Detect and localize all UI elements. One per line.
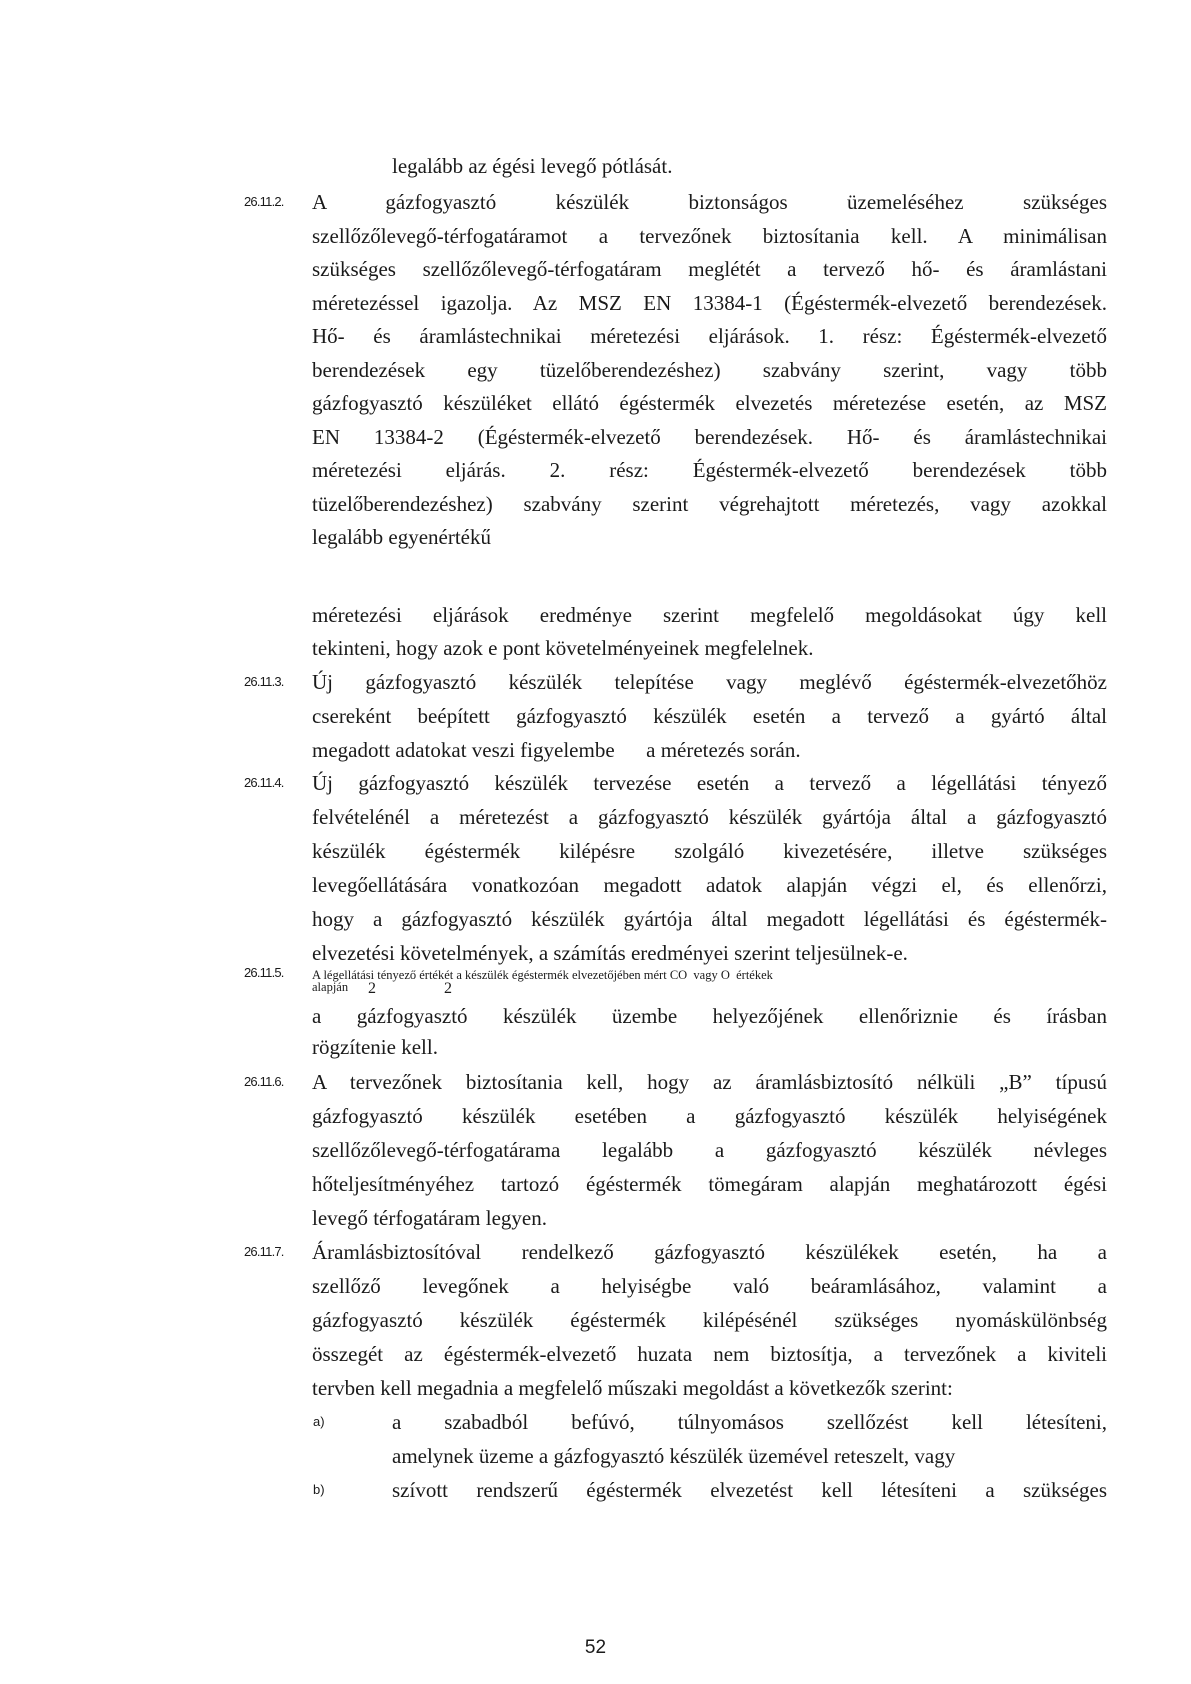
paragraph-line: A tervezőnek biztosítania kell, hogy az áramlásbiztosító nélküli „B” típusú bbox=[312, 1070, 1107, 1094]
list-item-label: b) bbox=[313, 1482, 325, 1497]
paragraph-line: szükséges szellőzőlevegő-térfogatáram meglétét a tervező hő- és áramlástani bbox=[312, 257, 1107, 281]
paragraph-line: A gázfogyasztó készülék biztonságos üzemeléséhez szükséges bbox=[312, 190, 1107, 214]
paragraph-line: készülék égéstermék kilépésre szolgáló kivezetésére, illetve szükséges bbox=[312, 839, 1107, 863]
paragraph-line: EN 13384-2 (Égéstermék-elvezető berendezések. Hő- és áramlástechnikai bbox=[312, 425, 1107, 449]
paragraph-line: legalább egyenértékű bbox=[312, 525, 491, 549]
paragraph-line: tervben kell megadnia a megfelelő műszaki megoldást a következők szerint: bbox=[312, 1376, 953, 1400]
page-number: 52 bbox=[584, 1637, 607, 1658]
list-item-line: szívott rendszerű égéstermék elvezetést kell létesíteni a szükséges bbox=[392, 1478, 1107, 1502]
paragraph-line: rögzítenie kell. bbox=[312, 1035, 438, 1059]
paragraph-line: hőteljesítményéhez tartozó égéstermék tömegáram alapján meghatározott égési bbox=[312, 1172, 1107, 1196]
section-number: 26.11.6. bbox=[244, 1074, 284, 1089]
section-number: 26.11.3. bbox=[244, 674, 284, 689]
paragraph-line: szellőzőlevegő-térfogatárama legalább a gázfogyasztó készülék névleges bbox=[312, 1138, 1107, 1162]
section-number: 26.11.5. bbox=[244, 965, 284, 980]
paragraph-line: Hő- és áramlástechnikai méretezési eljárások. 1. rész: Égéstermék-elvezető bbox=[312, 324, 1107, 348]
section-number: 26.11.7. bbox=[244, 1244, 284, 1259]
paragraph-line: hogy a gázfogyasztó készülék gyártója által megadott légellátási és égéstermék- bbox=[312, 907, 1107, 931]
list-item-line: amelynek üzeme a gázfogyasztó készülék üzemével reteszelt, vagy bbox=[392, 1444, 956, 1468]
paragraph-line: Új gázfogyasztó készülék tervezése esetén a tervező a légellátási tényező bbox=[312, 771, 1107, 795]
paragraph-line: elvezetési követelmények, a számítás eredményei szerint teljesülnek-e. bbox=[312, 941, 908, 965]
paragraph-line: tüzelőberendezéshez) szabvány szerint végrehajtott méretezés, vagy azokkal bbox=[312, 492, 1107, 516]
paragraph-line: a gázfogyasztó készülék üzembe helyezőjének ellenőriznie és írásban bbox=[312, 1004, 1107, 1028]
paragraph-line: levegőellátására vonatkozóan megadott adatok alapján végzi el, és ellenőrzi, bbox=[312, 873, 1107, 897]
paragraph-line: Új gázfogyasztó készülék telepítése vagy meglévő égéstermék-elvezetőhöz bbox=[312, 670, 1107, 694]
paragraph-line: méretezési eljárások eredménye szerint megfelelő megoldásokat úgy kell bbox=[312, 603, 1107, 627]
paragraph-line: gázfogyasztó készülék égéstermék kilépésénél szükséges nyomáskülönbség bbox=[312, 1308, 1107, 1332]
section-number: 26.11.2. bbox=[244, 194, 284, 209]
subscript: 2 bbox=[444, 980, 452, 997]
paragraph-line: berendezések egy tüzelőberendezéshez) szabvány szerint, vagy több bbox=[312, 358, 1107, 382]
small-text-line: alapján bbox=[312, 980, 349, 994]
paragraph-line: felvételénél a méretezést a gázfogyasztó készülék gyártója által a gázfogyasztó bbox=[312, 805, 1107, 829]
paragraph-line: méretezési eljárás. 2. rész: Égéstermék-elvezető berendezések több bbox=[312, 458, 1107, 482]
paragraph-line: megadott adatokat veszi figyelembe a méretezés során. bbox=[312, 738, 801, 762]
paragraph-line: méretezéssel igazolja. Az MSZ EN 13384-1 (Égéstermék-elvezető berendezések. bbox=[312, 291, 1107, 315]
paragraph-line: gázfogyasztó készülék esetében a gázfogyasztó készülék helyiségének bbox=[312, 1104, 1107, 1128]
paragraph-line: szellőzőlevegő-térfogatáramot a tervezőnek biztosítania kell. A minimálisan bbox=[312, 224, 1107, 248]
list-item-line: a szabadból befúvó, túlnyomásos szellőzést kell létesíteni, bbox=[392, 1410, 1107, 1434]
paragraph-line: szellőző levegőnek a helyiségbe való beáramlásához, valamint a bbox=[312, 1274, 1107, 1298]
paragraph-line: összegét az égéstermék-elvezető huzata nem biztosítja, a tervezőnek a kiviteli bbox=[312, 1342, 1107, 1366]
continuation-text: legalább az égési levegő pótlását. bbox=[392, 154, 673, 178]
paragraph-line: gázfogyasztó készüléket ellátó égéstermék elvezetés méretezése esetén, az MSZ bbox=[312, 391, 1107, 415]
paragraph-line: tekinteni, hogy azok e pont követelményeinek megfelelnek. bbox=[312, 636, 814, 660]
paragraph-line: csereként beépített gázfogyasztó készülék esetén a tervező a gyártó által bbox=[312, 704, 1107, 728]
paragraph-line: levegő térfogatáram legyen. bbox=[312, 1206, 547, 1230]
subscript: 2 bbox=[368, 980, 376, 997]
paragraph-line: Áramlásbiztosítóval rendelkező gázfogyasztó készülékek esetén, ha a bbox=[312, 1240, 1107, 1264]
section-number: 26.11.4. bbox=[244, 775, 284, 790]
list-item-label: a) bbox=[313, 1414, 325, 1429]
small-text-line: A légellátási tényező értékét a készülék égéstermék elvezetőjében mért CO vagy O értékek bbox=[312, 968, 773, 982]
